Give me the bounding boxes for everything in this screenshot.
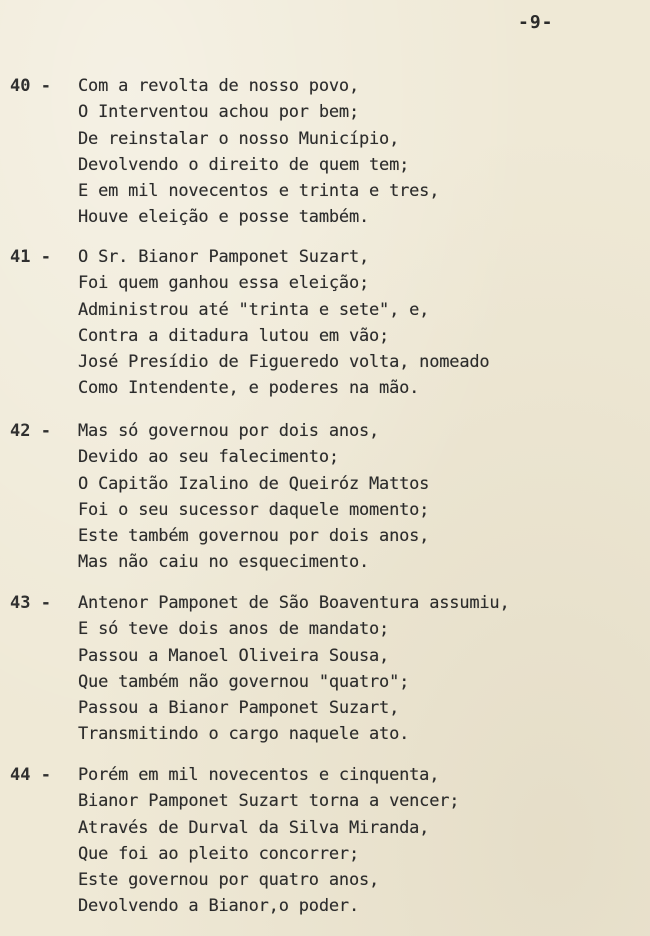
verse-line: De reinstalar o nosso Município, <box>78 128 400 149</box>
verse-line: Devolvendo a Bianor,o poder. <box>78 896 359 917</box>
verse-line: Bianor Pamponet Suzart torna a vencer; <box>78 791 460 812</box>
verse-line: Houve eleição e posse também. <box>78 207 370 228</box>
verse-line: José Presídio de Figueredo volta, nomeado <box>78 352 490 373</box>
verse-line: Como Intendente, e poderes na mão. <box>78 378 420 399</box>
verse-line: Antenor Pamponet de São Boaventura assumiu, <box>78 593 510 613</box>
verse-lines <box>78 244 650 402</box>
verse-line: Contra a ditadura lutou em vão; <box>78 325 390 346</box>
verse-line: Foi o seu sucessor daquele momento; <box>78 499 430 520</box>
verse-line: Transmitindo o cargo naquele ato. <box>78 724 410 745</box>
verse-line: O Interventou achou por bem; <box>78 102 359 123</box>
stanza-number: 42 - <box>10 421 51 441</box>
verse-lines <box>78 590 650 748</box>
verse-lines <box>78 418 650 576</box>
verse-line: Devido ao seu falecimento; <box>78 447 339 468</box>
verse-line: Mas não caiu no esquecimento. <box>78 552 370 573</box>
verse-line: Passou a Manoel Oliveira Sousa, <box>78 645 390 666</box>
verse-line: Que foi ao pleito concorrer; <box>78 843 359 864</box>
page-number: -9- <box>518 12 554 33</box>
verse-line: Passou a Bianor Pamponet Suzart, <box>78 698 400 719</box>
verse-line: Através de Durval da Silva Miranda, <box>78 817 430 838</box>
verse-line: Mas só governou por dois anos, <box>78 421 380 441</box>
verse-line: Com a revolta de nosso povo, <box>78 76 359 96</box>
verse-line: Que também não governou "quatro"; <box>78 671 410 692</box>
verse-line: Este governou por quatro anos, <box>78 870 380 891</box>
verse-line: O Sr. Bianor Pamponet Suzart, <box>78 247 370 267</box>
stanza-number: 41 - <box>10 247 51 267</box>
verse-line: Este também governou por dois anos, <box>78 526 430 547</box>
verse-lines <box>78 762 650 920</box>
verse-line: Administrou até "trinta e sete", e, <box>78 299 430 320</box>
stanza-number: 43 - <box>10 593 51 613</box>
stanza-number: 40 - <box>10 76 51 96</box>
stanza-number: 44 - <box>10 765 51 785</box>
verse-line: E em mil novecentos e trinta e tres, <box>78 181 440 202</box>
verse-line: Foi quem ganhou essa eleição; <box>78 273 370 294</box>
verse-line: E só teve dois anos de mandato; <box>78 619 390 640</box>
verse-line: Devolvendo o direito de quem tem; <box>78 154 410 175</box>
verse-line: O Capitão Izalino de Queiróz Mattos <box>78 473 430 494</box>
verse-line: Porém em mil novecentos e cinquenta, <box>78 765 440 785</box>
verse-lines <box>78 73 650 231</box>
